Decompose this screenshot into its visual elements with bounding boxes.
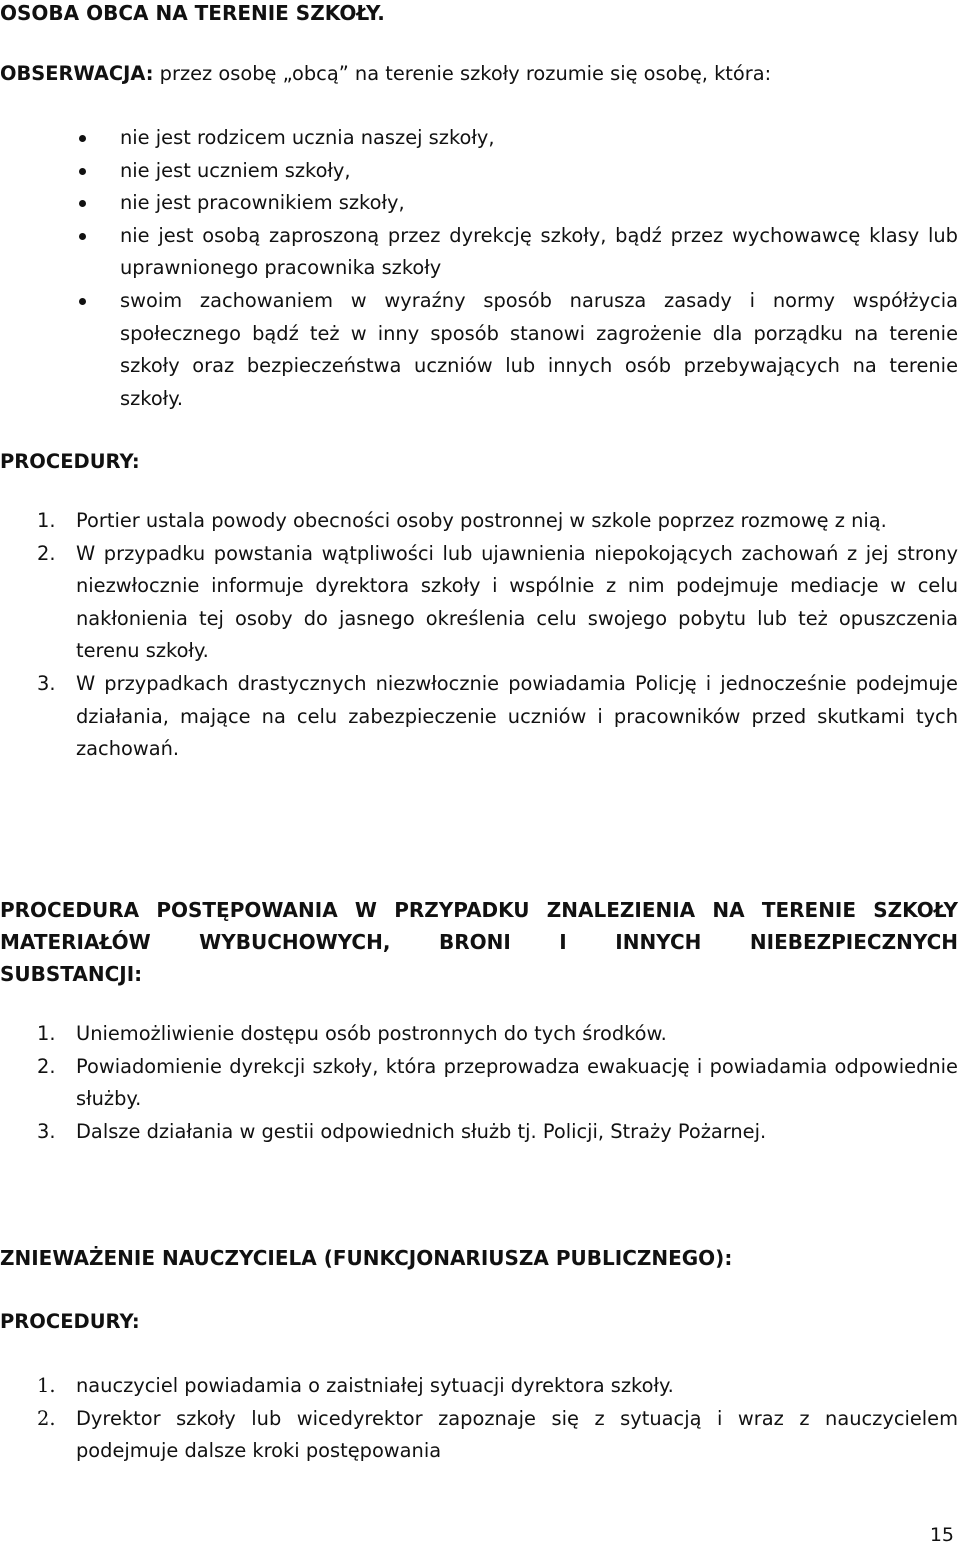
list-item: 3. W przypadkach drastycznych niezwłocznie powiadamia Policję i jednocześnie podejmuje działania, mające na celu zabezpieczenie uczniów i pracowników przed skutkami tych zachowań. bbox=[0, 668, 958, 766]
procedures-label-3: PROCEDURY: bbox=[0, 1310, 140, 1333]
list-number: 2. bbox=[37, 1406, 56, 1430]
list-item: nie jest rodzicem ucznia naszej szkoły, bbox=[0, 122, 958, 155]
bullet-icon bbox=[79, 168, 86, 175]
observation-label: OBSERWACJA: bbox=[0, 62, 154, 85]
list-item: nie jest osobą zaproszoną przez dyrekcję szkoły, bądź przez wychowawcę klasy lub uprawnionego pracownika szkoły bbox=[0, 220, 958, 285]
list-number: 2. bbox=[37, 541, 56, 565]
observation-paragraph bbox=[0, 58, 958, 91]
list-item: swoim zachowaniem w wyraźny sposób narusza zasady i normy współżycia społecznego bądź też w inny sposób stanowi zagrożenie dla porządku na terenie szkoły oraz bezpieczeństwa uczniów lub innych osób przebywających na terenie szkoły. bbox=[0, 285, 958, 415]
list-item: 1. Portier ustala powody obecności osoby postronnej w szkole poprzez rozmowę z nią. bbox=[0, 505, 958, 538]
list-number: 1. bbox=[37, 509, 56, 532]
dangerous-materials-steps bbox=[0, 1018, 958, 1148]
title-line: SUBSTANCJI: bbox=[0, 962, 143, 986]
list-item: 3. Dalsze działania w gestii odpowiednich służb tj. Policji, Straży Pożarnej. bbox=[0, 1116, 958, 1149]
observation-text: przez osobę „obcą” na terenie szkoły rozumie się osobę, która: bbox=[153, 62, 772, 85]
bullet-icon bbox=[79, 200, 86, 207]
list-number: 1. bbox=[37, 1022, 56, 1045]
title-line: PROCEDURA POSTĘPOWANIA W PRZYPADKU ZNALEZIENIA NA TERENIE SZKOŁY bbox=[0, 898, 958, 922]
list-item: 2. Dyrektor szkoły lub wicedyrektor zapoznaje się z sytuacją i wraz z nauczycielem podejmuje dalsze kroki postępowania bbox=[0, 1403, 958, 1468]
list-item: 2. W przypadku powstania wątpliwości lub ujawnienia niepokojących zachowań z jej strony niezwłocznie informuje dyrektora szkoły i wspólnie z nim podejmuje mediacje w celu nakłonienia tej osoby do jasnego określenia celu swojego pobytu lub też opuszczenia terenu szkoły. bbox=[0, 538, 958, 668]
list-number: 3. bbox=[37, 671, 56, 695]
title-line: MATERIAŁÓW WYBUCHOWYCH, BRONI I INNYCH NIEBEZPIECZNYCH bbox=[0, 930, 958, 954]
bullet-icon bbox=[79, 233, 86, 240]
list-item: nie jest pracownikiem szkoły, bbox=[0, 187, 958, 220]
list-item: nie jest uczniem szkoły, bbox=[0, 155, 958, 188]
list-item: 1. nauczyciel powiadamia o zaistniałej sytuacji dyrektora szkoły. bbox=[0, 1370, 958, 1403]
section-title-stranger: OSOBA OBCA NA TERENIE SZKOŁY. bbox=[0, 1, 385, 25]
procedures-label-1: PROCEDURY: bbox=[0, 450, 140, 473]
procedures-list-3 bbox=[0, 1370, 958, 1468]
list-item: 2. Powiadomienie dyrekcji szkoły, która przeprowadza ewakuację i powiadamia odpowiednie służby. bbox=[0, 1051, 958, 1116]
list-item: 1. Uniemożliwienie dostępu osób postronnych do tych środków. bbox=[0, 1018, 958, 1051]
list-number: 3. bbox=[37, 1119, 56, 1143]
list-number: 2. bbox=[37, 1054, 56, 1078]
list-number: 1. bbox=[37, 1374, 56, 1397]
bullet-icon bbox=[79, 298, 86, 305]
procedures-list-1 bbox=[0, 505, 958, 766]
section-title-dangerous-materials bbox=[0, 894, 958, 990]
bullet-icon bbox=[79, 135, 86, 142]
section-title-teacher-insult: ZNIEWAŻENIE NAUCZYCIELA (FUNKCJONARIUSZA PUBLICZNEGO): bbox=[0, 1246, 733, 1270]
page-number: 15 bbox=[929, 1524, 954, 1546]
criteria-list bbox=[0, 122, 958, 415]
